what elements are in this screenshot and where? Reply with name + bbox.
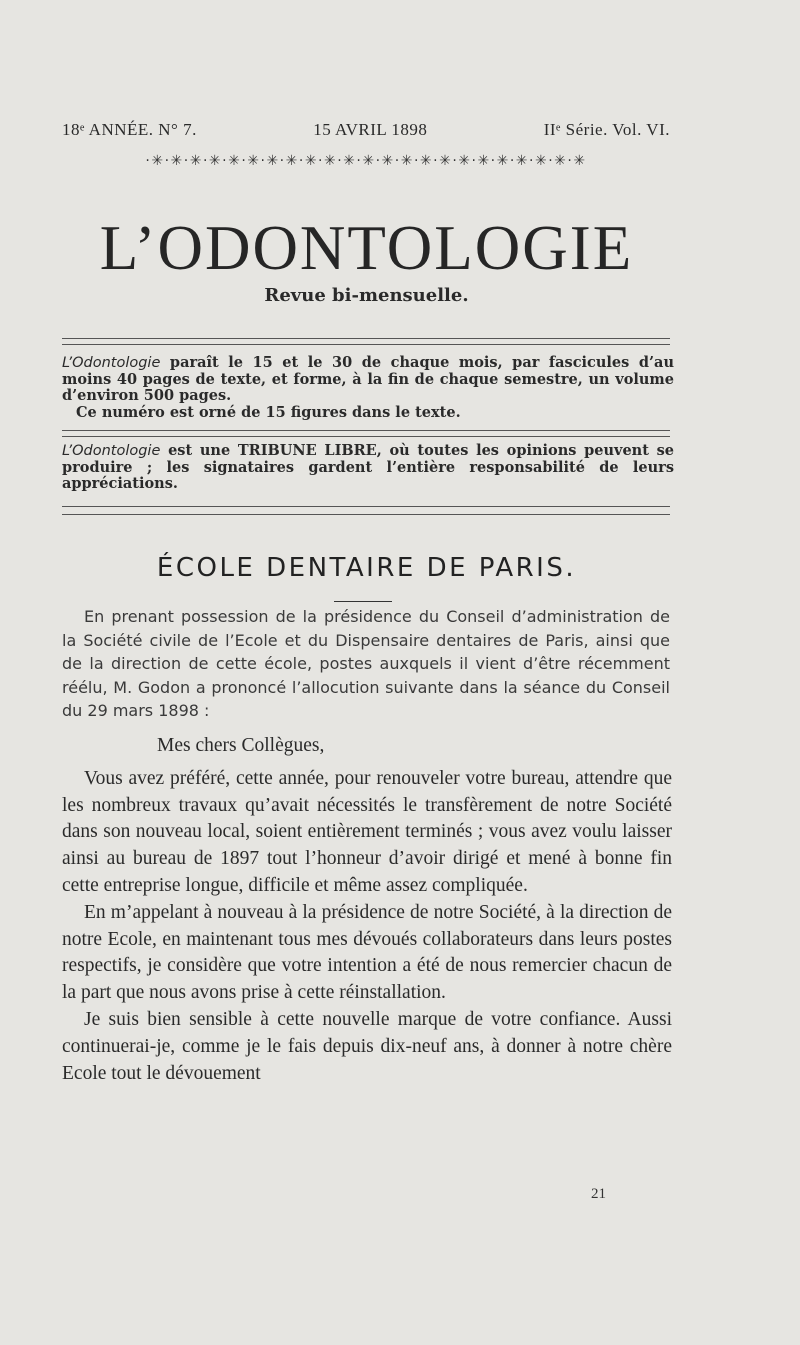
page-number: 21 [591,1186,606,1202]
issue-header [62,120,670,140]
speech-paragraph: Je suis bien sensible à cette nouvelle marque de votre confiance. Aussi continuerai-je, comme je le fais depuis dix-neuf ans, à donner à notre chère Ecole tout le dévouement [62,1008,672,1084]
speech-body [62,733,672,1087]
intro-paragraph: En prenant possession de la présidence du Conseil d’administration de la Société civile de l’Ecole et du Dispensaire dentaires de Paris, ainsi que de la direction de cette école, postes auxquels il vient d’être récemment réélu, M. Godon a prononcé l’allocution suivante dans la séance du Conseil du 29 mars 1898 : [62,607,670,720]
publication-notice-text: paraît le 15 et le 30 de chaque mois, par fascicules d’au moins 40 pages de texte, et forme, à la fin de chaque semestre, un volume d’environ 500 pages. [62,354,674,404]
speech-paragraph: Vous avez préféré, cette année, pour renouveler votre bureau, attendre que les nombreux travaux qu’avait nécessités le transfèrement de notre Société dans son nouveau local, soient entièrement terminés ; vous avez voulu laisser ainsi au bureau de 1897 tout l’honneur d’avoir dirigé et mené à bonne fin cette entreprise longue, difficile et même assez compliquée. [62,767,672,896]
double-rule [62,506,670,515]
title-rule [334,601,392,602]
tribune-notice [62,443,674,493]
issue-number: 18ᵉ ANNÉE. N° 7. [62,120,197,139]
tribune-notice-text: est une TRIBUNE LIBRE, où toutes les opinions peuvent se produire ; les signataires gardent l’entière responsabilité de leurs appréciations. [62,442,674,492]
star-ornament-divider: ·✳·✳·✳·✳·✳·✳·✳·✳·✳·✳·✳·✳·✳·✳·✳·✳·✳·✳·✳·✳·✳·✳·✳ [145,153,587,169]
figures-note: Ce numéro est orné de 15 figures dans le texte. [76,403,461,421]
journal-subtitle: Revue bi-mensuelle. [264,285,469,306]
speech-paragraph: En m’appelant à nouveau à la présidence de notre Société, à la direction de notre Ecole, en maintenant tous mes dévoués collaborateurs dans leurs postes respectifs, je considère que votre intention a été de nous remercier chacun de la part que nous avons prise à cette réinstallation. [62,901,672,1004]
series-volume: IIᵉ Série. Vol. VI. [543,120,670,139]
journal-title: L’ODONTOLOGIE [99,213,634,283]
salutation: Mes chers Collègues, [157,735,325,756]
journal-name-italic: L’Odontologie [62,355,161,371]
article-title: ÉCOLE DENTAIRE DE PARIS. [156,553,577,583]
double-rule [62,430,670,437]
journal-name-italic: L’Odontologie [62,443,161,459]
issue-date: 15 AVRIL 1898 [313,120,428,139]
publication-notice [62,355,674,421]
double-rule [62,338,670,345]
article-intro [62,605,670,723]
